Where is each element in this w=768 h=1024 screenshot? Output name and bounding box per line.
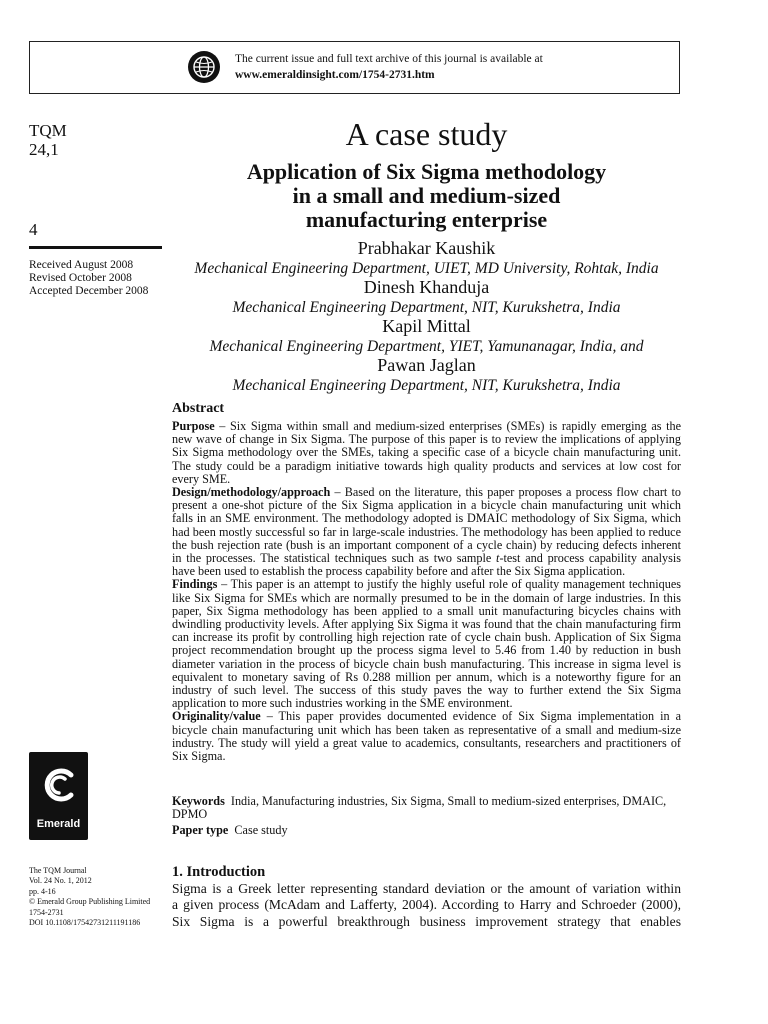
keywords-label: Keywords	[172, 794, 225, 808]
abstract-design	[172, 486, 681, 578]
submission-dates	[29, 259, 148, 298]
abstract-originality	[172, 710, 681, 763]
journal-info	[29, 121, 67, 159]
section-label: Originality/value	[172, 709, 261, 724]
section-label: Design/methodology/approach	[172, 485, 331, 500]
introduction-body	[172, 881, 681, 930]
revised-date: Revised October 2008	[29, 272, 132, 284]
abstract-body	[172, 420, 681, 763]
citation-issn: 1754-2731	[29, 907, 64, 917]
author-affiliation: Mechanical Engineering Department, UIET, MD University, Rohtak, India	[194, 260, 659, 277]
section-text: – Based on the literature, this paper proposes a process flow chart to present a one-shot picture of the Six Sigma application in a bicycle chain manufacturing unit which falls in an SME environment. The methodology adopted is DMAIC methodology of Six Sigma, which had been mostly successful so far in large-scale industries. The methodology has been applied to reduce the bush rejection rate (bush is an important component of a cycle chain) by reducing defects inherent in the processes. The statistical techniques such as two sample	[172, 485, 681, 566]
author-affiliation: Mechanical Engineering Department, NIT, Kurukshetra, India	[232, 377, 621, 394]
keywords-text: India, Manufacturing industries, Six Sigma, Small to medium-sized enterprises, DMAIC, DPMO	[172, 794, 667, 822]
emerald-logo	[29, 752, 88, 840]
article-kicker: A case study	[345, 116, 508, 152]
citation-journal: The TQM Journal	[29, 866, 87, 875]
abstract-purpose	[172, 420, 681, 486]
section-label: Findings	[172, 577, 218, 592]
journal-abbrev: TQM	[29, 121, 67, 140]
paper-type	[172, 824, 288, 837]
citation-doi: DOI 10.1108/17542731211191186	[29, 918, 141, 928]
author-name: Kapil Mittal	[382, 316, 471, 336]
citation-volume: Vol. 24 No. 1, 2012	[29, 876, 92, 886]
section-text: -test and process capability analysis have been used to establish the process capability before and after the Six Sigma application.	[172, 551, 681, 579]
journal-archive-banner	[29, 41, 680, 94]
page-number: 4	[29, 220, 38, 239]
emerald-mark-icon	[35, 757, 82, 815]
section-text: – This paper is an attempt to justify the highly useful role of quality management techniques like Six Sigma for SMEs which are normally presumed to be in the domain of large industries. In this paper, Six Sigma methodology has been applied to a small unit manufacturing bicycles chains with dwindling productivity levels. After applying Six Sigma it was found that the chain manufacturing firm can increase its profit by controlling high rejection rate of cycle chain bush. Application of Six Sigma project recommendation brought up the process sigma level to 5.46 from 1.40 by reduction in bush diameter variation in the process of bicycle chain bush manufacturing. This increase in sigma level is equivalent to monetary saving of Rs 0.288 million per annum, which is a noteworthy figure for an industry of such level. The success of this study paves the way to further extend the Six Sigma application to more such industries working in the SME environment.	[172, 577, 681, 711]
paper-type-label: Paper type	[172, 823, 229, 837]
section-text: – Six Sigma within small and medium-sized enterprises (SMEs) is rapidly emerging as the new wave of change in Six Sigma. The purpose of this paper is to review the implications of applying Six Sigma methodology over the SMEs, taking a specific case of a bicycle chain manufacturing unit. The study could be a paradigm initiative towards high quality products and services at low cost for every SME.	[172, 419, 681, 486]
title-line: manufacturing enterprise	[305, 207, 548, 232]
citation-block	[29, 866, 150, 928]
volume-issue: 24,1	[29, 140, 59, 159]
intro-line: Six Sigma is a powerful breakthrough business improvement strategy that enables	[172, 913, 681, 929]
citation-copyright: © Emerald Group Publishing Limited	[29, 897, 151, 907]
section-label: Purpose	[172, 419, 215, 433]
archive-notice: The current issue and full text archive of this journal is available at	[235, 53, 543, 65]
globe-icon	[187, 50, 221, 84]
author-name: Dinesh Khanduja	[363, 277, 490, 297]
section-text: – This paper provides documented evidence of Six Sigma implementation in a bicycle chain manufacturing unit which has been taken as representative of a small and medium-size industry. The study will yield a great value to academics, consultants, researchers and practitioners of Six Sigma.	[172, 709, 681, 764]
margin-rule	[29, 246, 162, 249]
author-name: Pawan Jaglan	[377, 355, 476, 375]
received-date: Received August 2008	[29, 259, 134, 271]
author-affiliation: Mechanical Engineering Department, YIET, Yamunanagar, India, and	[209, 338, 644, 355]
title-line: in a small and medium-sized	[292, 183, 561, 208]
author-affiliation: Mechanical Engineering Department, NIT, Kurukshetra, India	[232, 299, 621, 316]
logo-wordmark: Emerald	[36, 818, 81, 830]
keywords	[172, 795, 681, 821]
italic-t: t	[496, 551, 500, 566]
archive-link[interactable]: www.emeraldinsight.com/1754-2731.htm	[235, 69, 435, 81]
paper-type-text: Case study	[234, 823, 288, 837]
intro-line: a given process (McAdam and Lafferty, 2004). According to Harry and Schroeder (2000),	[172, 897, 681, 913]
intro-line: Sigma is a Greek letter representing standard deviation or the amount of variation within	[172, 881, 681, 896]
author-name: Prabhakar Kaushik	[357, 238, 496, 258]
introduction-heading: 1. Introduction	[172, 864, 266, 880]
paper-title	[172, 160, 681, 232]
abstract-findings	[172, 578, 681, 710]
abstract-heading: Abstract	[172, 401, 225, 416]
title-line: Application of Six Sigma methodology	[246, 159, 607, 184]
accepted-date: Accepted December 2008	[29, 285, 149, 297]
citation-pages: pp. 4-16	[29, 886, 56, 896]
